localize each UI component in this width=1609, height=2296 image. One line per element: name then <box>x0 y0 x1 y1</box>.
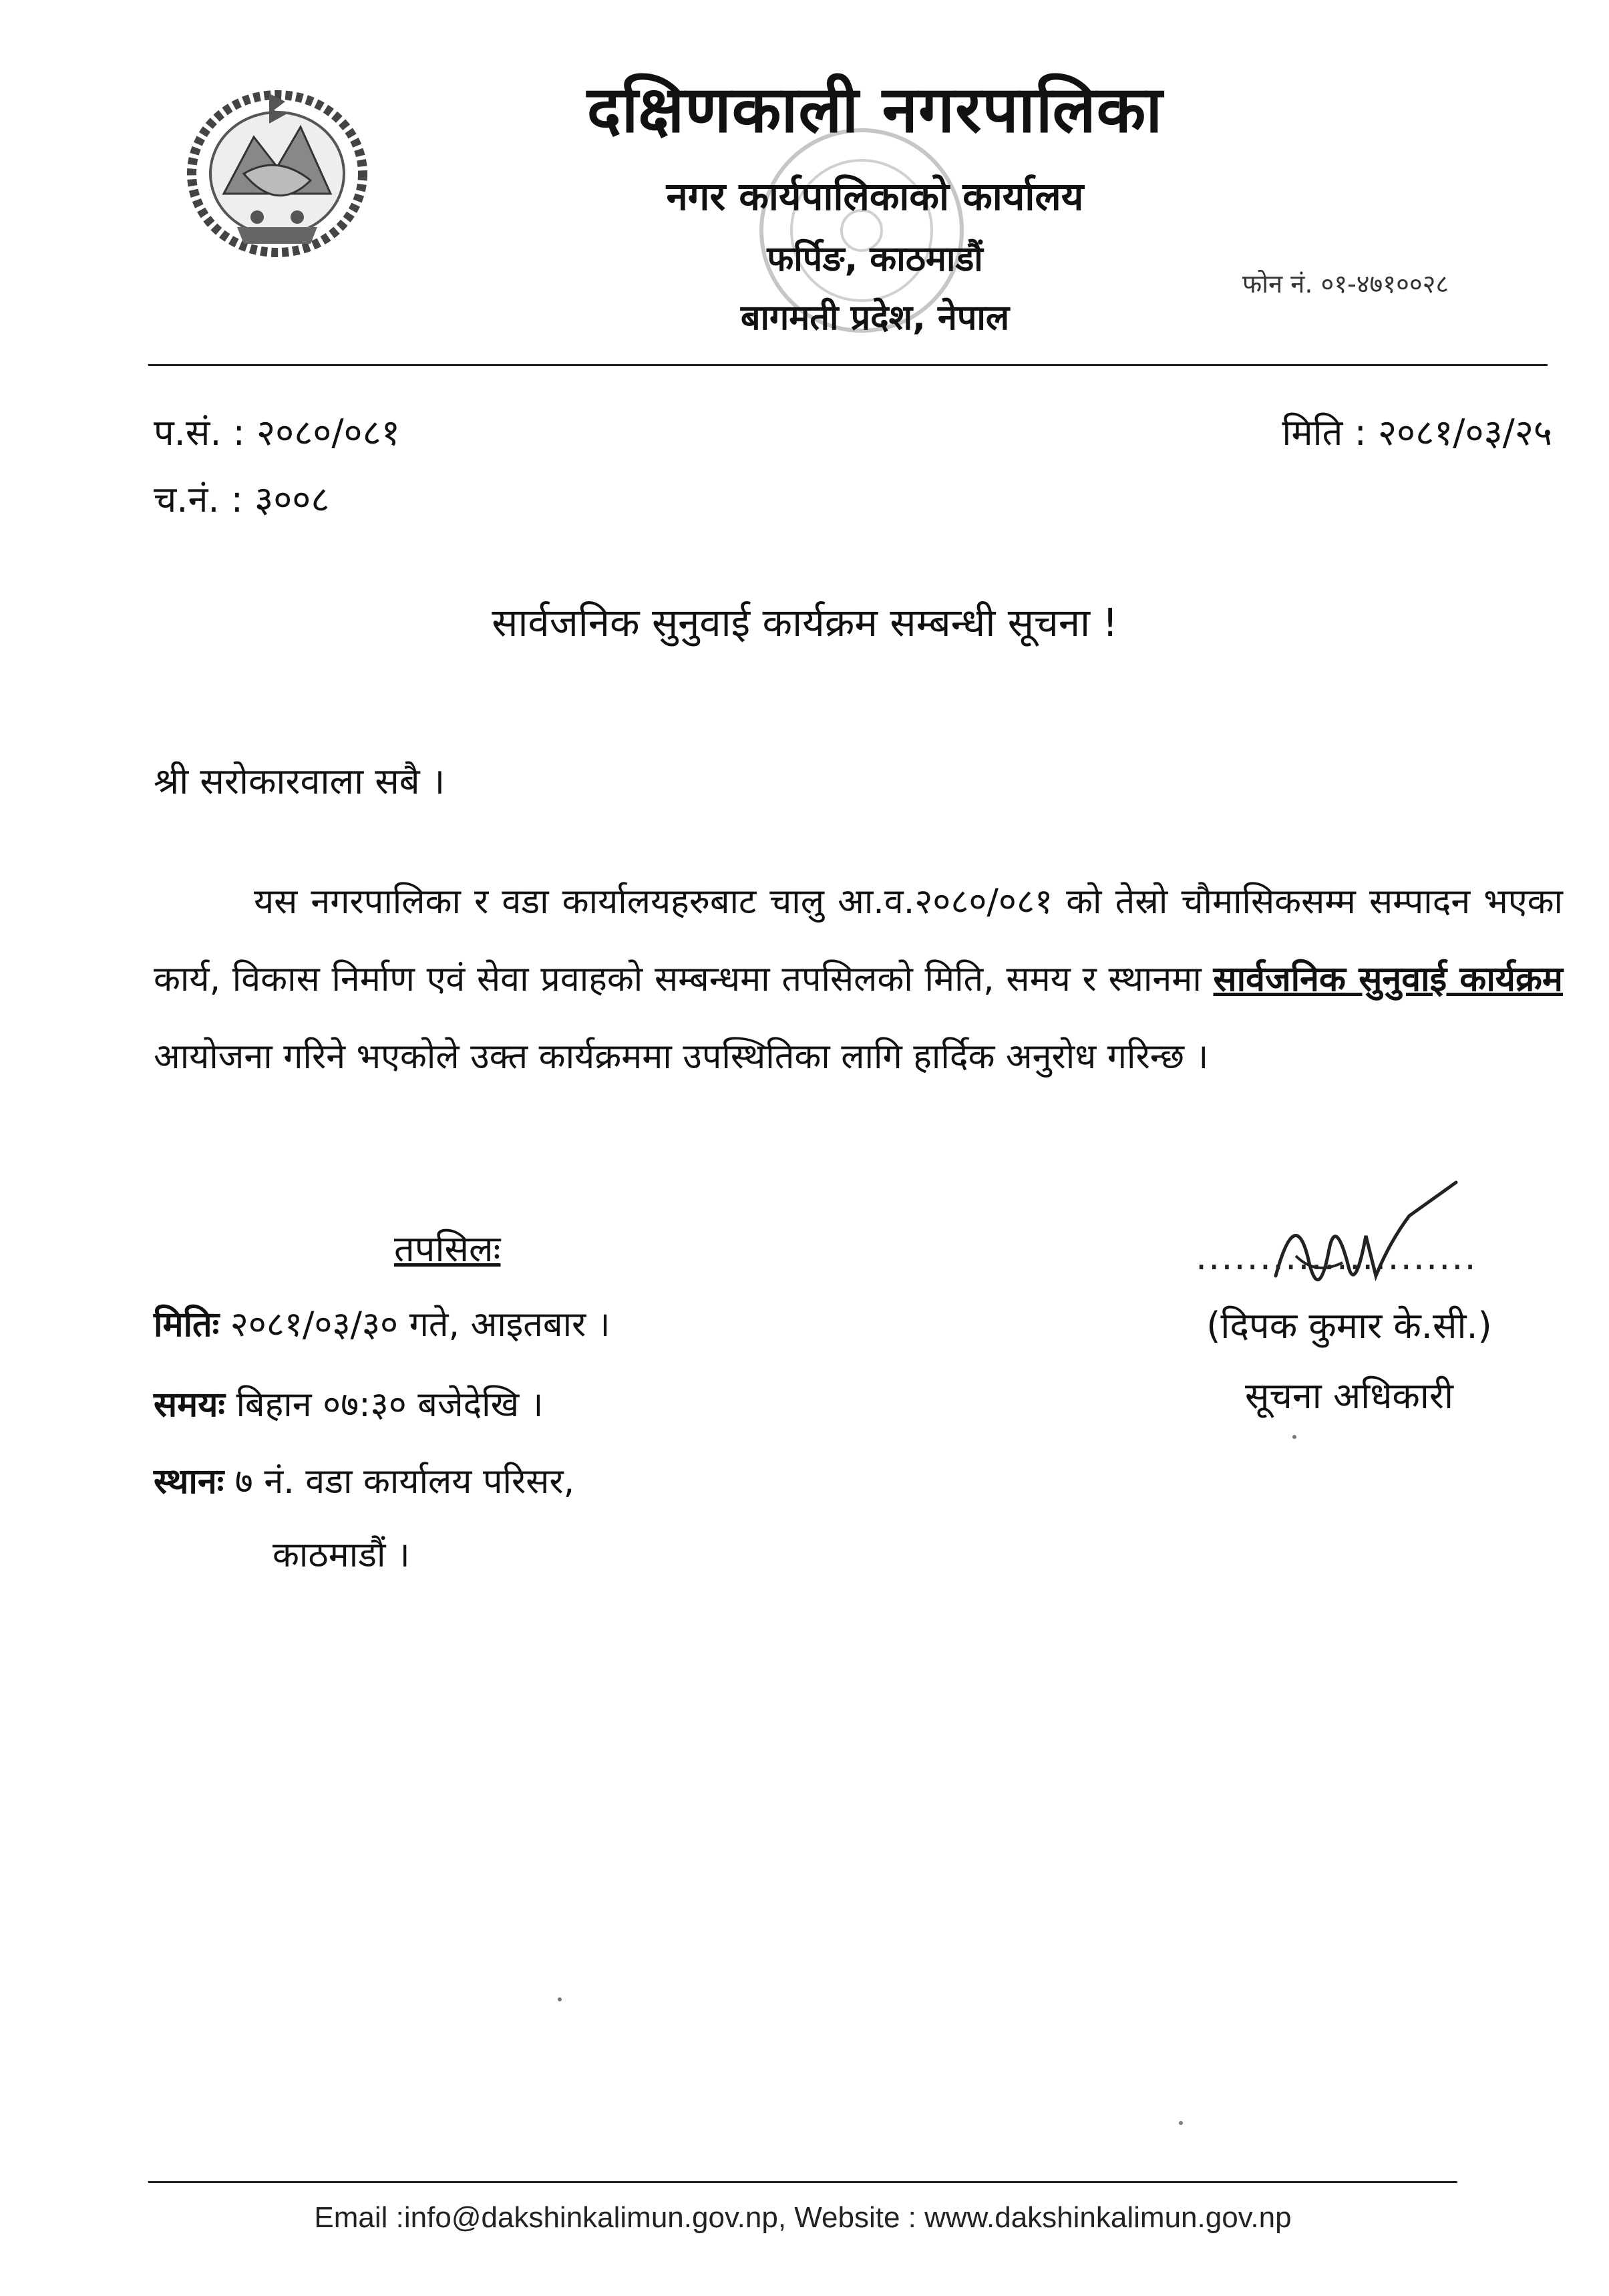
time-value: बिहान ०७:३० बजेदेखि । <box>236 1385 544 1425</box>
office-province: बागमती प्रदेश, नेपाल <box>740 298 1010 338</box>
letter-number: प.सं. : २०८०/०८१ <box>154 412 400 454</box>
scan-speck <box>1179 2121 1183 2125</box>
place-label: स्थानः <box>154 1462 224 1502</box>
phone-number: फोन नं. ०१-४७१००२८ <box>1242 269 1449 299</box>
scan-speck <box>1292 1435 1296 1439</box>
details-date-row <box>154 1299 610 1347</box>
footer-divider <box>148 2181 1457 2183</box>
header-divider <box>148 364 1548 366</box>
signatory-title: सूचना अधिकारी <box>1245 1375 1453 1417</box>
office-address: फर्पिङ, काठमाडौं <box>767 239 983 279</box>
municipality-name: दक्षिणकाली नगरपालिका <box>586 72 1164 147</box>
notice-body <box>154 863 1563 1096</box>
place-value-line2: काठमाडौं । <box>273 1535 410 1575</box>
notice-subject: सार्वजनिक सुनुवाई कार्यक्रम सम्बन्धी सूचना ! <box>492 600 1118 645</box>
office-name: नगर कार्यपालिकाको कार्यालय <box>666 174 1084 219</box>
dispatch-number: च.नं. : ३००८ <box>154 478 330 520</box>
signature-line: ...................... <box>1196 1236 1477 1278</box>
salutation: श्री सरोकारवाला सबै । <box>154 760 445 802</box>
signature-scribble <box>1256 1176 1469 1316</box>
details-time-row <box>154 1379 543 1427</box>
nepal-emblem-icon <box>177 73 377 267</box>
body-highlight: सार्वजनिक सुनुवाई कार्यक्रम <box>1213 959 1563 999</box>
time-label: समयः <box>154 1385 225 1425</box>
place-value-line1: ७ नं. वडा कार्यालय परिसर, <box>234 1462 575 1502</box>
footer-contact: Email :info@dakshinkalimun.gov.np, Website : www.dakshinkalimun.gov.np <box>314 2201 1292 2234</box>
signatory-name: (दिपक कुमार के.सी.) <box>1206 1305 1492 1347</box>
body-text-part2: आयोजना गरिने भएकोले उक्त कार्यक्रममा उपस्थितिका लागि हार्दिक अनुरोध गरिन्छ । <box>154 1037 1209 1077</box>
body-text-part1: यस नगरपालिका र वडा कार्यालयहरुबाट चालु आ.व.२०८०/०८१ को तेस्रो चौमासिकसम्म सम्पादन भएका कार्य, विकास निर्माण एवं सेवा प्रवाहको सम्बन्धमा तपसिलको मिति, समय र स्थानमा <box>154 882 1563 999</box>
date-value: २०८१/०३/३० गते, आइतबार । <box>230 1305 610 1345</box>
letter-date: मिति : २०८१/०३/२५ <box>1282 412 1552 454</box>
details-place-row <box>154 1456 574 1504</box>
details-heading: तपसिलः <box>394 1228 501 1270</box>
date-label: मितिः <box>154 1305 220 1345</box>
scan-speck <box>558 1997 562 2001</box>
